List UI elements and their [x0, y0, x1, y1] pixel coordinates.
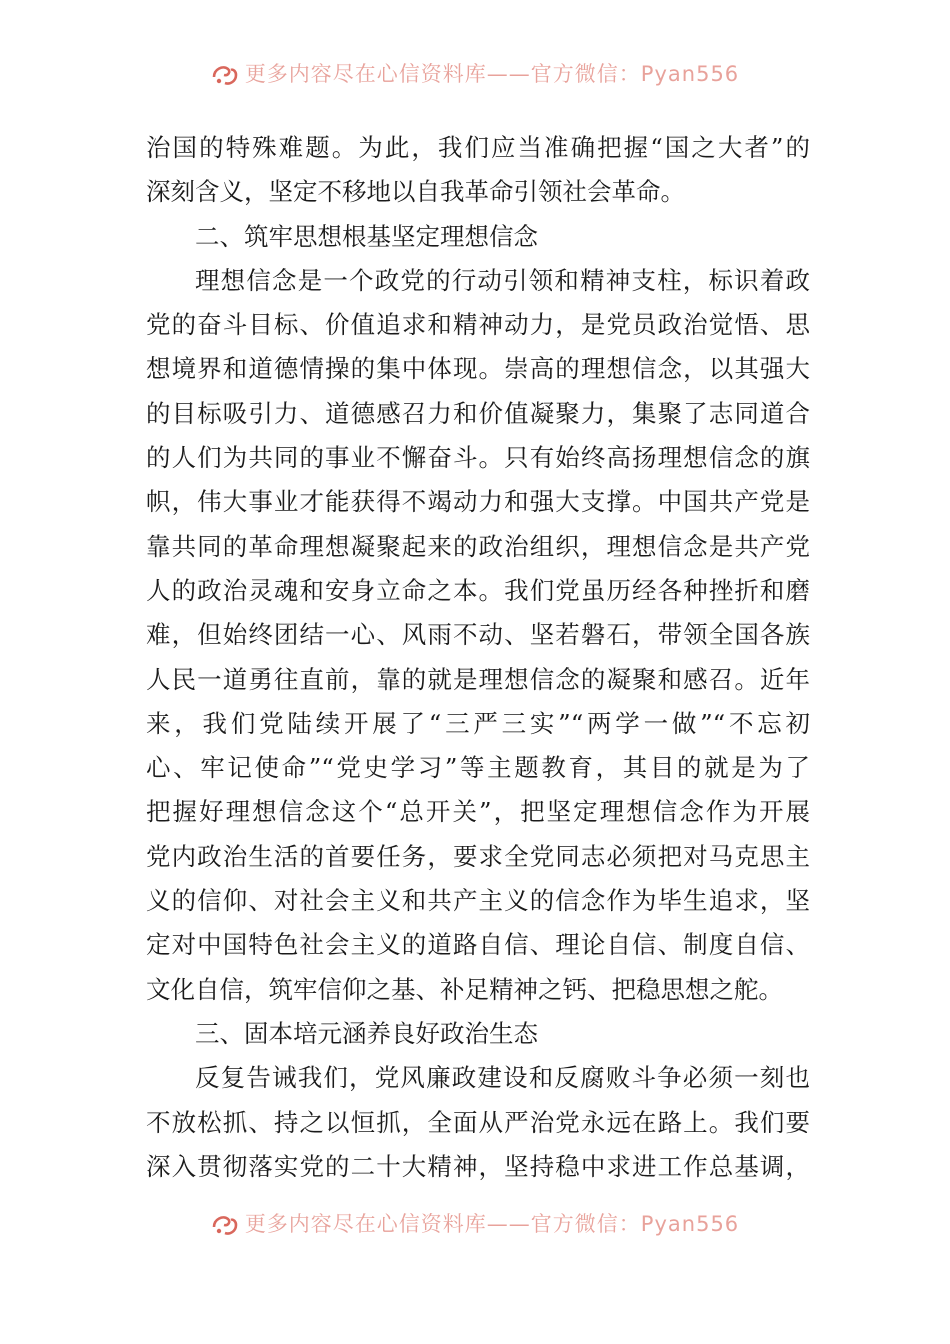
seal-logo-icon [211, 62, 239, 86]
text-line: 深刻含义，坚定不移地以自我革命引领社会革命。 [146, 177, 685, 207]
document-body [146, 126, 810, 1189]
text-line: 党的奋斗目标、价值追求和精神动力，是党员政治觉悟、思 [146, 310, 810, 340]
text-line: 义的信仰、对社会主义和共产主义的信念作为毕生追求，坚 [146, 886, 810, 916]
text-line: 的人们为共同的事业不懈奋斗。只有始终高扬理想信念的旗 [146, 443, 810, 473]
text-line: 的目标吸引力、道德感召力和价值凝聚力，集聚了志同道合 [146, 398, 810, 428]
text-line: 定对中国特色社会主义的道路自信、理论自信、制度自信、 [146, 930, 810, 960]
text-line: 心、牢记使命”“党史学习”等主题教育，其目的就是为了 [146, 753, 810, 783]
text-line: 人的政治灵魂和安身立命之本。我们党虽历经各种挫折和磨 [146, 575, 810, 605]
section-heading: 三、固本培元涵养良好政治生态 [195, 1018, 538, 1048]
section-heading: 二、筑牢思想根基坚定理想信念 [195, 221, 538, 251]
header-watermark [0, 54, 950, 94]
text-line: 党内政治生活的首要任务，要求全党同志必须把对马克思主 [146, 841, 810, 871]
text-line: 治国的特殊难题。为此，我们应当准确把握“国之大者”的 [146, 133, 810, 162]
text-line: 帜，伟大事业才能获得不竭动力和强大支撑。中国共产党是 [146, 487, 810, 517]
text-line: 文化自信，筑牢信仰之基、补足精神之钙、把稳思想之舵。 [146, 974, 783, 1004]
text-line: 难，但始终团结一心、风雨不动、坚若磐石，带领全国各族 [146, 620, 810, 650]
text-line: 深入贯彻落实党的二十大精神，坚持稳中求进工作总基调， [146, 1151, 810, 1181]
seal-logo-icon [211, 1212, 239, 1236]
text-line: 反复告诫我们，党风廉政建设和反腐败斗争必须一刻也 [195, 1063, 810, 1093]
text-line: 把握好理想信念这个“总开关”，把坚定理想信念作为开展 [146, 797, 810, 827]
footer-watermark [0, 1204, 950, 1244]
text-line: 理想信念是一个政党的行动引领和精神支柱，标识着政 [195, 265, 810, 295]
text-line: 想境界和道德情操的集中体现。崇高的理想信念，以其强大 [146, 354, 810, 384]
text-line: 不放松抓、持之以恒抓，全面从严治党永远在路上。我们要 [146, 1107, 810, 1137]
text-line: 人民一道勇往直前，靠的就是理想信念的凝聚和感召。近年 [146, 664, 810, 694]
text-line: 靠共同的革命理想凝聚起来的政治组织，理想信念是共产党 [146, 531, 810, 561]
watermark-text: 更多内容尽在心信资料库——官方微信：Pyan556 [244, 62, 740, 86]
text-line: 来，我们党陆续开展了“三严三实”“两学一做”“不忘初 [146, 708, 810, 738]
watermark-text: 更多内容尽在心信资料库——官方微信：Pyan556 [244, 1212, 740, 1236]
